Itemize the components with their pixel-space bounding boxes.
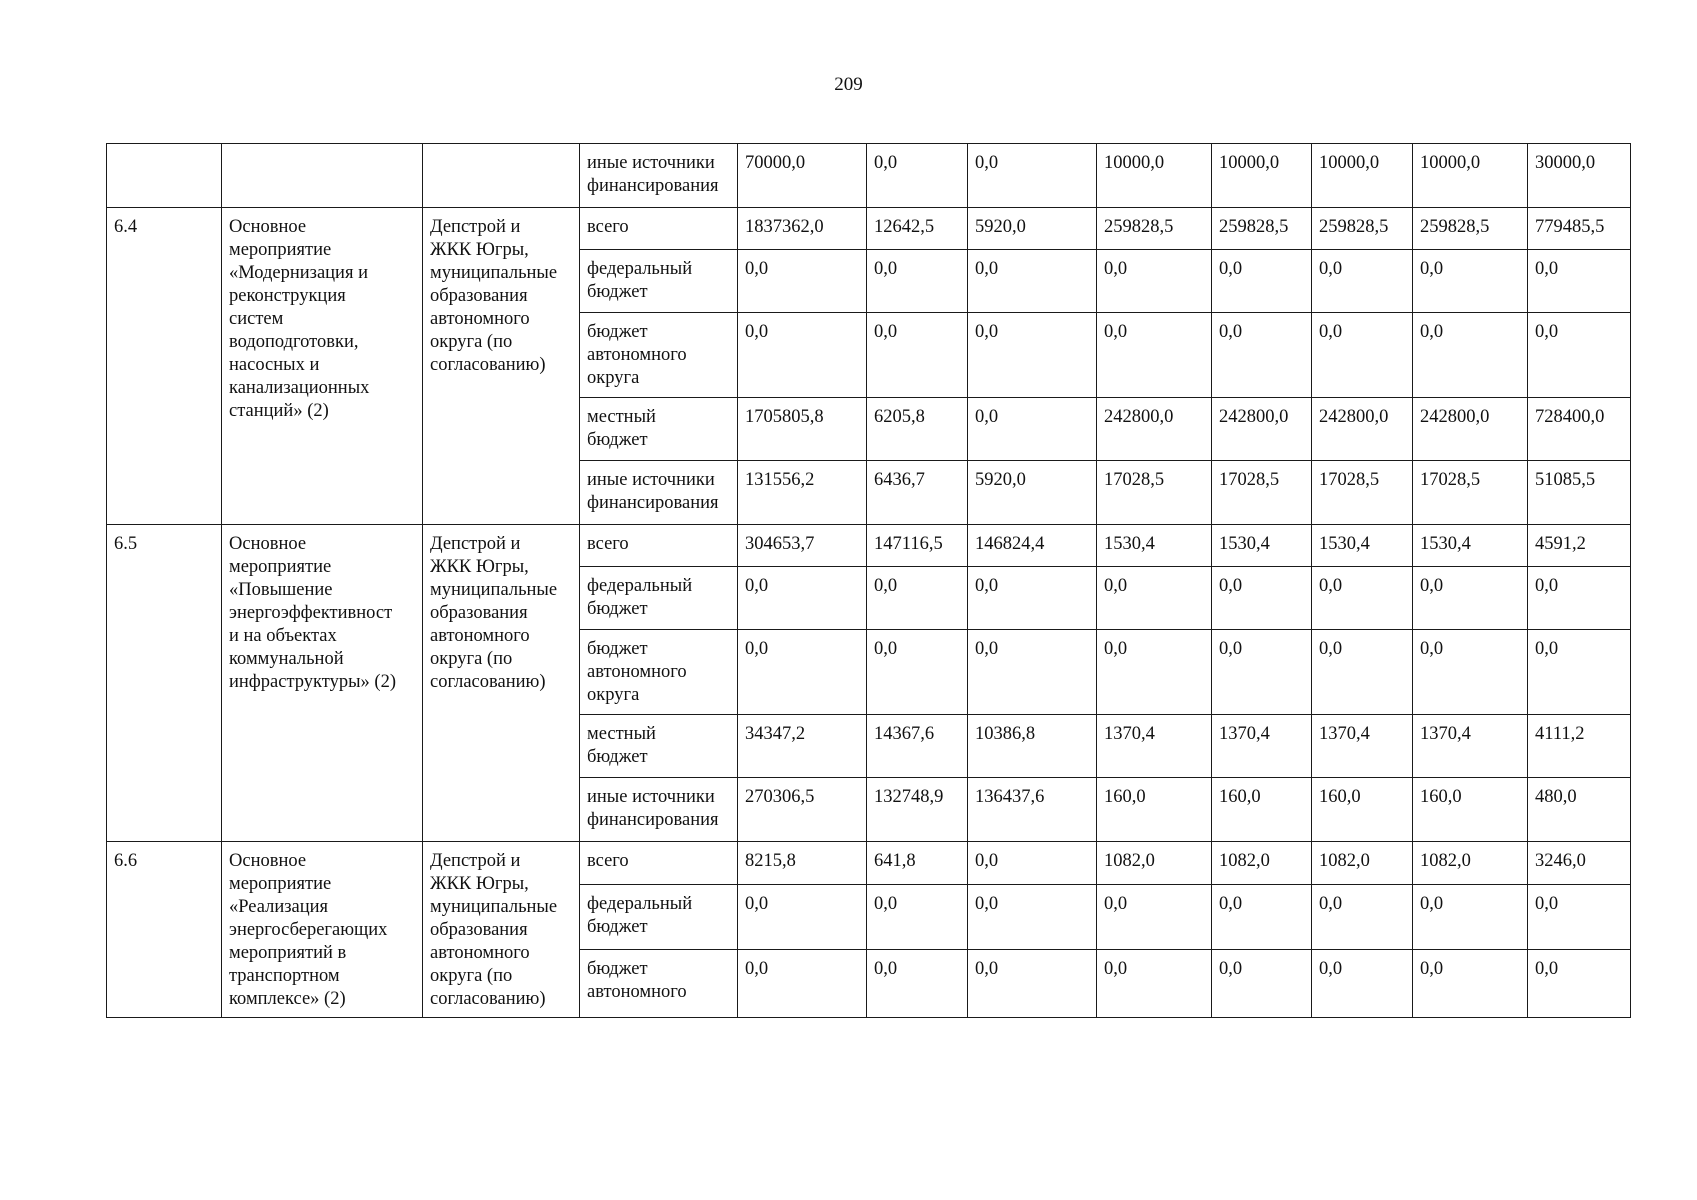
- amount-cell: 0,0: [1097, 885, 1212, 950]
- amount-cell: 17028,5: [1413, 461, 1528, 525]
- funding-source-cell: бюджет автономного округа: [580, 630, 738, 715]
- amount-cell: 0,0: [867, 250, 968, 313]
- amount-cell: 0,0: [1212, 885, 1312, 950]
- amount-cell: 160,0: [1312, 778, 1413, 842]
- funding-source-cell: федеральный бюджет: [580, 885, 738, 950]
- funding-source-cell: иные источники финансирования: [580, 144, 738, 208]
- amount-cell: 1837362,0: [738, 208, 867, 250]
- amount-cell: 0,0: [1212, 567, 1312, 630]
- amount-cell: 30000,0: [1528, 144, 1631, 208]
- amount-cell: 242800,0: [1212, 398, 1312, 461]
- amount-cell: 259828,5: [1413, 208, 1528, 250]
- amount-cell: 34347,2: [738, 715, 867, 778]
- amount-cell: 0,0: [867, 567, 968, 630]
- funding-source-cell: местный бюджет: [580, 398, 738, 461]
- amount-cell: 0,0: [867, 950, 968, 1018]
- amount-cell: 17028,5: [1097, 461, 1212, 525]
- amount-cell: 1082,0: [1097, 842, 1212, 885]
- table-row: [107, 144, 1631, 208]
- amount-cell: 1082,0: [1212, 842, 1312, 885]
- amount-cell: 779485,5: [1528, 208, 1631, 250]
- amount-cell: 0,0: [1413, 885, 1528, 950]
- amount-cell: 131556,2: [738, 461, 867, 525]
- table-row: [107, 208, 1631, 250]
- amount-cell: 0,0: [968, 950, 1097, 1018]
- amount-cell: 10386,8: [968, 715, 1097, 778]
- amount-cell: 4591,2: [1528, 525, 1631, 567]
- item-number-cell: 6.5: [107, 525, 222, 842]
- amount-cell: 132748,9: [867, 778, 968, 842]
- amount-cell: 0,0: [1312, 567, 1413, 630]
- amount-cell: 136437,6: [968, 778, 1097, 842]
- amount-cell: 0,0: [1312, 950, 1413, 1018]
- amount-cell: 0,0: [738, 950, 867, 1018]
- amount-cell: 0,0: [1312, 630, 1413, 715]
- amount-cell: 259828,5: [1212, 208, 1312, 250]
- amount-cell: 4111,2: [1528, 715, 1631, 778]
- item-number-cell: 6.4: [107, 208, 222, 525]
- amount-cell: 0,0: [1413, 313, 1528, 398]
- amount-cell: 0,0: [1413, 630, 1528, 715]
- amount-cell: 0,0: [968, 842, 1097, 885]
- funding-source-cell: всего: [580, 842, 738, 885]
- amount-cell: 0,0: [867, 885, 968, 950]
- funding-source-cell: бюджет автономного округа: [580, 313, 738, 398]
- amount-cell: 0,0: [738, 250, 867, 313]
- event-name-cell: [222, 144, 423, 208]
- amount-cell: 0,0: [1312, 313, 1413, 398]
- page-number: 209: [834, 74, 863, 95]
- amount-cell: 0,0: [968, 313, 1097, 398]
- executor-cell: Депстрой и ЖКК Югры, муниципальные образования автономного округа (по согласованию): [423, 208, 580, 525]
- amount-cell: 242800,0: [1413, 398, 1528, 461]
- amount-cell: 0,0: [738, 567, 867, 630]
- funding-source-cell: иные источники финансирования: [580, 461, 738, 525]
- amount-cell: 160,0: [1413, 778, 1528, 842]
- amount-cell: 0,0: [968, 630, 1097, 715]
- amount-cell: 70000,0: [738, 144, 867, 208]
- amount-cell: 0,0: [1212, 630, 1312, 715]
- amount-cell: 0,0: [867, 313, 968, 398]
- amount-cell: 10000,0: [1413, 144, 1528, 208]
- amount-cell: 0,0: [1097, 630, 1212, 715]
- amount-cell: 1370,4: [1097, 715, 1212, 778]
- amount-cell: 0,0: [968, 250, 1097, 313]
- table-row: [107, 525, 1631, 567]
- amount-cell: 0,0: [738, 630, 867, 715]
- amount-cell: 0,0: [1528, 885, 1631, 950]
- amount-cell: 1082,0: [1312, 842, 1413, 885]
- funding-source-cell: всего: [580, 208, 738, 250]
- amount-cell: 0,0: [738, 313, 867, 398]
- executor-cell: Депстрой и ЖКК Югры, муниципальные образования автономного округа (по согласованию): [423, 525, 580, 842]
- amount-cell: 0,0: [1528, 567, 1631, 630]
- amount-cell: 0,0: [1528, 313, 1631, 398]
- item-number-cell: [107, 144, 222, 208]
- amount-cell: 259828,5: [1312, 208, 1413, 250]
- amount-cell: 0,0: [867, 630, 968, 715]
- amount-cell: 0,0: [1212, 950, 1312, 1018]
- funding-source-cell: федеральный бюджет: [580, 250, 738, 313]
- amount-cell: 1370,4: [1413, 715, 1528, 778]
- amount-cell: 1082,0: [1413, 842, 1528, 885]
- amount-cell: 1370,4: [1212, 715, 1312, 778]
- event-name-cell: Основное мероприятие «Повышение энергоэффективност и на объектах коммунальной инфраструктуры» (2): [222, 525, 423, 842]
- funding-table: [106, 143, 1631, 1018]
- amount-cell: 0,0: [1528, 950, 1631, 1018]
- amount-cell: 160,0: [1212, 778, 1312, 842]
- amount-cell: 0,0: [1413, 950, 1528, 1018]
- amount-cell: 10000,0: [1097, 144, 1212, 208]
- amount-cell: 0,0: [1212, 250, 1312, 313]
- amount-cell: 0,0: [738, 885, 867, 950]
- amount-cell: 14367,6: [867, 715, 968, 778]
- amount-cell: 1530,4: [1413, 525, 1528, 567]
- amount-cell: 480,0: [1528, 778, 1631, 842]
- amount-cell: 3246,0: [1528, 842, 1631, 885]
- amount-cell: 0,0: [968, 567, 1097, 630]
- funding-source-cell: местный бюджет: [580, 715, 738, 778]
- amount-cell: 0,0: [968, 144, 1097, 208]
- amount-cell: 304653,7: [738, 525, 867, 567]
- amount-cell: 0,0: [1528, 250, 1631, 313]
- amount-cell: 0,0: [968, 885, 1097, 950]
- funding-source-cell: бюджет автономного: [580, 950, 738, 1018]
- amount-cell: 0,0: [1097, 250, 1212, 313]
- amount-cell: 270306,5: [738, 778, 867, 842]
- amount-cell: 242800,0: [1312, 398, 1413, 461]
- amount-cell: 5920,0: [968, 461, 1097, 525]
- event-name-cell: Основное мероприятие «Реализация энергосберегающих мероприятий в транспортном комплексе» (2): [222, 842, 423, 1018]
- amount-cell: 0,0: [867, 144, 968, 208]
- funding-source-cell: федеральный бюджет: [580, 567, 738, 630]
- amount-cell: 242800,0: [1097, 398, 1212, 461]
- item-number-cell: 6.6: [107, 842, 222, 1018]
- funding-source-cell: иные источники финансирования: [580, 778, 738, 842]
- amount-cell: 160,0: [1097, 778, 1212, 842]
- amount-cell: 259828,5: [1097, 208, 1212, 250]
- amount-cell: 1530,4: [1097, 525, 1212, 567]
- amount-cell: 51085,5: [1528, 461, 1631, 525]
- funding-source-cell: всего: [580, 525, 738, 567]
- amount-cell: 10000,0: [1212, 144, 1312, 208]
- amount-cell: 0,0: [1413, 567, 1528, 630]
- amount-cell: 0,0: [1097, 950, 1212, 1018]
- amount-cell: 0,0: [1097, 313, 1212, 398]
- amount-cell: 1370,4: [1312, 715, 1413, 778]
- amount-cell: 728400,0: [1528, 398, 1631, 461]
- event-name-cell: Основное мероприятие «Модернизация и реконструкция систем водоподготовки, насосных и канализационных станций» (2): [222, 208, 423, 525]
- amount-cell: 1530,4: [1312, 525, 1413, 567]
- amount-cell: 0,0: [1212, 313, 1312, 398]
- amount-cell: 0,0: [1097, 567, 1212, 630]
- amount-cell: 0,0: [968, 398, 1097, 461]
- amount-cell: 147116,5: [867, 525, 968, 567]
- amount-cell: 0,0: [1528, 630, 1631, 715]
- amount-cell: 17028,5: [1312, 461, 1413, 525]
- amount-cell: 1530,4: [1212, 525, 1312, 567]
- executor-cell: [423, 144, 580, 208]
- amount-cell: 6205,8: [867, 398, 968, 461]
- amount-cell: 0,0: [1312, 885, 1413, 950]
- amount-cell: 0,0: [1312, 250, 1413, 313]
- amount-cell: 6436,7: [867, 461, 968, 525]
- amount-cell: 8215,8: [738, 842, 867, 885]
- amount-cell: 1705805,8: [738, 398, 867, 461]
- amount-cell: 17028,5: [1212, 461, 1312, 525]
- amount-cell: 12642,5: [867, 208, 968, 250]
- table-row: [107, 842, 1631, 885]
- amount-cell: 146824,4: [968, 525, 1097, 567]
- amount-cell: 10000,0: [1312, 144, 1413, 208]
- amount-cell: 0,0: [1413, 250, 1528, 313]
- amount-cell: 5920,0: [968, 208, 1097, 250]
- amount-cell: 641,8: [867, 842, 968, 885]
- executor-cell: Депстрой и ЖКК Югры, муниципальные образования автономного округа (по согласованию): [423, 842, 580, 1018]
